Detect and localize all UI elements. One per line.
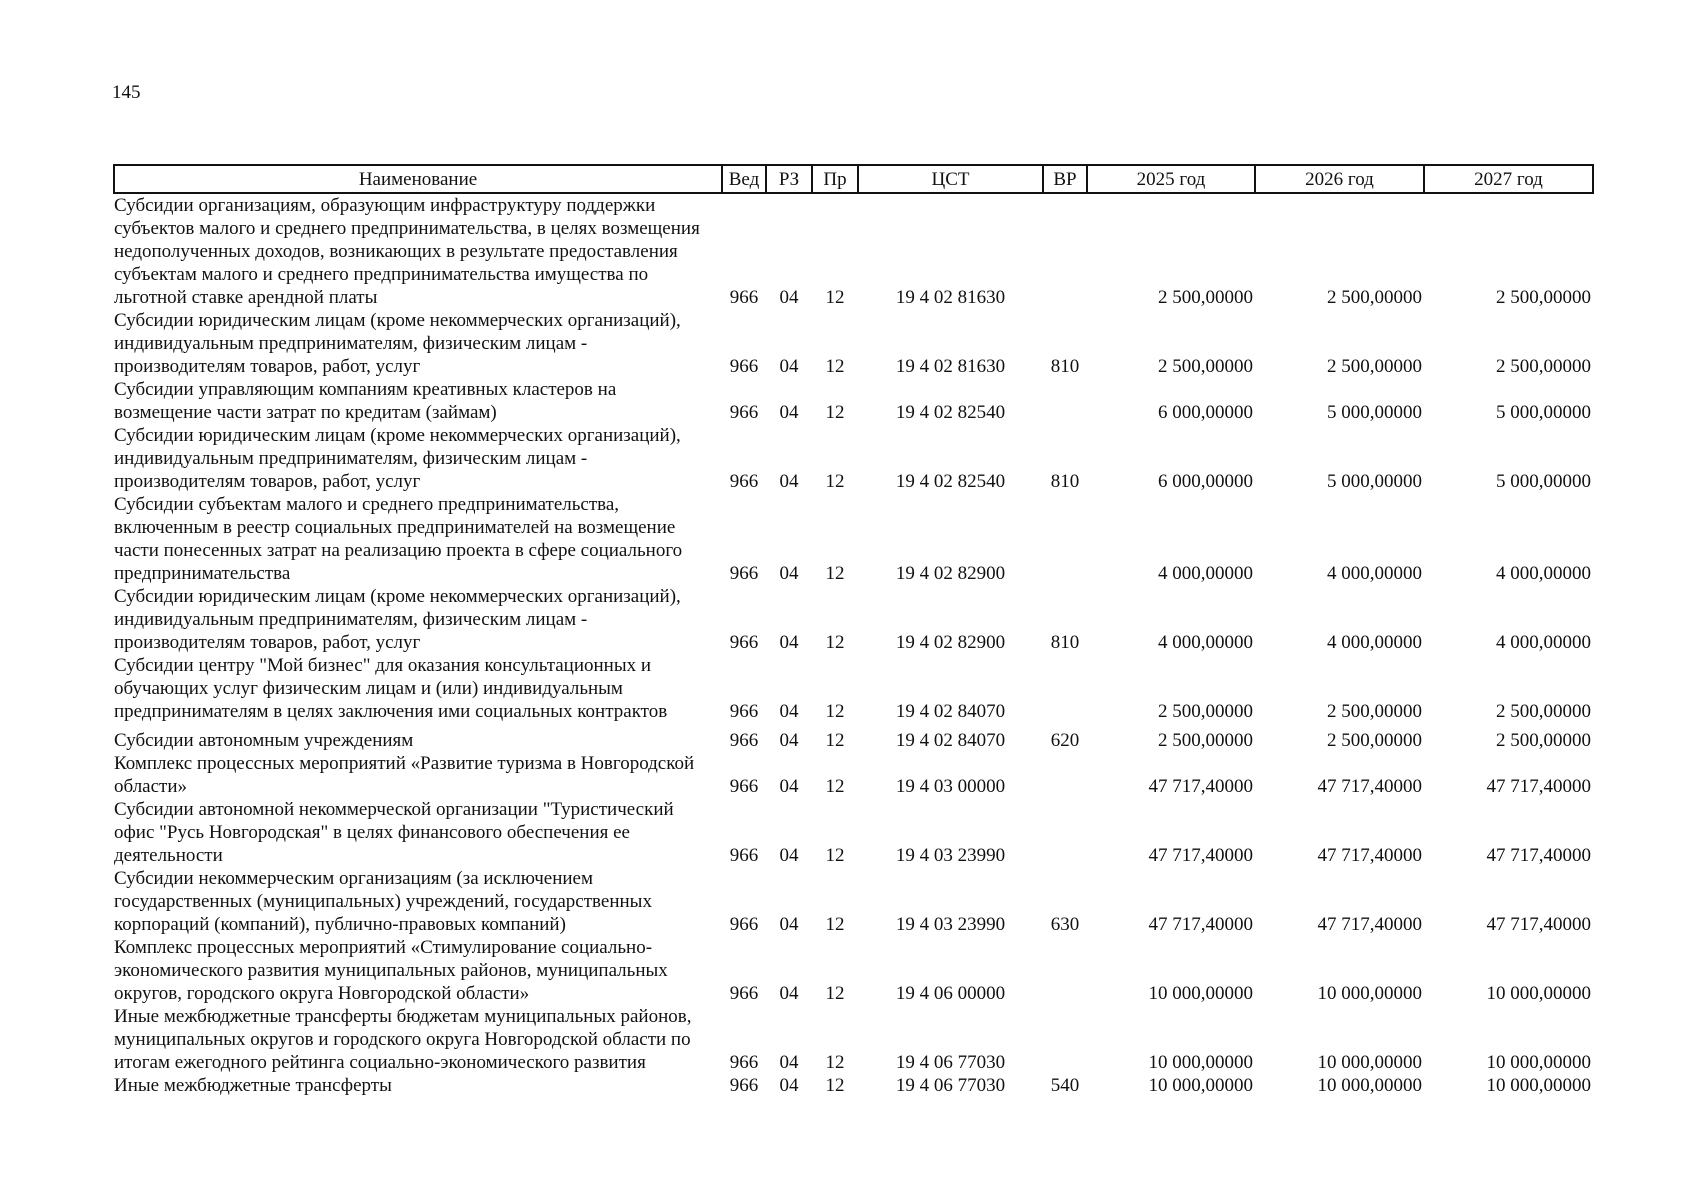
cell-ved: 966	[729, 1052, 759, 1073]
table-row	[114, 424, 1593, 493]
cell-pr: 12	[825, 402, 845, 423]
cell-name: Комплекс процессных мероприятий «Развитие туризма в Новгородской области»	[114, 753, 695, 797]
cell-vr	[1043, 193, 1087, 309]
cell-name: Субсидии автономным учреждениям	[114, 730, 414, 751]
cell-2027: 47 717,40000	[1486, 914, 1591, 935]
cell-2025: 6 000,00000	[1158, 471, 1253, 492]
cell-2027: 4 000,00000	[1496, 563, 1591, 584]
cell-2026: 47 717,40000	[1317, 776, 1422, 797]
cell-vr: 540	[1050, 1075, 1080, 1096]
cell-2026: 2 500,00000	[1327, 356, 1422, 377]
cell-2026: 10 000,00000	[1317, 1052, 1422, 1073]
header-cst: ЦСТ	[858, 165, 1043, 193]
cell-2025: 47 717,40000	[1148, 914, 1253, 935]
cell-2027: 2 500,00000	[1496, 701, 1591, 722]
cell-pr: 12	[825, 356, 845, 377]
table-row	[114, 936, 1593, 1005]
cell-2027: 5 000,00000	[1496, 471, 1591, 492]
cell-2026: 4 000,00000	[1327, 632, 1422, 653]
cell-2027: 47 717,40000	[1486, 776, 1591, 797]
header-vr: ВР	[1043, 165, 1087, 193]
cell-name: Субсидии центру "Мой бизнес" для оказания консультационных и обучающих услуг физическим лицам и (или) индивидуальным предпринимателям в целях заключения ими социальных контрактов	[114, 655, 668, 722]
cell-cst: 19 4 02 82900	[895, 563, 1006, 584]
cell-2025: 2 500,00000	[1158, 356, 1253, 377]
table-row	[114, 752, 1593, 798]
cell-ved: 966	[729, 356, 759, 377]
cell-rz: 04	[779, 563, 799, 584]
table-row	[114, 378, 1593, 424]
cell-ved: 966	[729, 402, 759, 423]
page-number: 145	[112, 82, 141, 103]
cell-vr: 630	[1050, 914, 1080, 935]
cell-pr: 12	[825, 983, 845, 1004]
cell-cst: 19 4 02 81630	[895, 356, 1006, 377]
cell-rz: 04	[779, 632, 799, 653]
cell-pr: 12	[825, 563, 845, 584]
cell-2026: 10 000,00000	[1317, 1075, 1422, 1096]
cell-2027: 4 000,00000	[1496, 632, 1591, 653]
cell-name: Субсидии некоммерческим организациям (за исключением государственных (муниципальных) учреждений, государственных корпораций (компаний), публично-правовых компаний)	[114, 868, 652, 935]
cell-vr	[1043, 654, 1087, 723]
cell-2025: 47 717,40000	[1148, 845, 1253, 866]
header-name: Наименование	[114, 165, 722, 193]
cell-name: Субсидии автономной некоммерческой организации "Туристический офис "Русь Новгородская" в целях финансового обеспечения ее деятельности	[114, 799, 674, 866]
cell-cst: 19 4 06 77030	[895, 1052, 1006, 1073]
table-row	[114, 867, 1593, 936]
cell-2026: 5 000,00000	[1327, 471, 1422, 492]
cell-2025: 10 000,00000	[1148, 983, 1253, 1004]
cell-ved: 966	[729, 914, 759, 935]
cell-cst: 19 4 02 82540	[895, 402, 1006, 423]
cell-rz: 04	[779, 776, 799, 797]
table-row	[114, 1005, 1593, 1074]
cell-ved: 966	[729, 287, 759, 308]
table-row	[114, 193, 1593, 309]
cell-pr: 12	[825, 845, 845, 866]
cell-rz: 04	[779, 356, 799, 377]
table-row	[114, 723, 1593, 752]
cell-2026: 47 717,40000	[1317, 845, 1422, 866]
cell-name: Иные межбюджетные трансферты	[114, 1075, 392, 1096]
cell-rz: 04	[779, 1052, 799, 1073]
cell-2026: 4 000,00000	[1327, 563, 1422, 584]
cell-cst: 19 4 03 00000	[895, 776, 1006, 797]
cell-cst: 19 4 03 23990	[895, 914, 1006, 935]
cell-2025: 6 000,00000	[1158, 402, 1253, 423]
cell-2027: 10 000,00000	[1486, 1052, 1591, 1073]
cell-pr: 12	[825, 287, 845, 308]
cell-vr: 810	[1050, 356, 1080, 377]
cell-pr: 12	[825, 632, 845, 653]
cell-name: Субсидии субъектам малого и среднего предпринимательства, включенным в реестр социальных предпринимателей на возмещение части понесенных затрат на реализацию проекта в сфере социального предпринимательства	[114, 494, 683, 584]
cell-vr	[1043, 493, 1087, 585]
cell-pr: 12	[825, 776, 845, 797]
cell-2027: 2 500,00000	[1496, 287, 1591, 308]
cell-ved: 966	[729, 776, 759, 797]
cell-cst: 19 4 02 82540	[895, 471, 1006, 492]
cell-rz: 04	[779, 1075, 799, 1096]
cell-rz: 04	[779, 983, 799, 1004]
cell-cst: 19 4 06 00000	[895, 983, 1006, 1004]
header-ved: Вед	[722, 165, 766, 193]
cell-ved: 966	[729, 471, 759, 492]
cell-ved: 966	[729, 701, 759, 722]
cell-pr: 12	[825, 730, 845, 751]
cell-rz: 04	[779, 845, 799, 866]
cell-2026: 2 500,00000	[1327, 287, 1422, 308]
cell-vr: 620	[1050, 730, 1080, 751]
cell-vr	[1043, 1005, 1087, 1074]
table-row	[114, 309, 1593, 378]
cell-pr: 12	[825, 471, 845, 492]
cell-rz: 04	[779, 914, 799, 935]
cell-name: Комплекс процессных мероприятий «Стимулирование социально-экономического развития муниципальных районов, муниципальных округов, городского округа Новгородской области»	[114, 937, 668, 1004]
table-row	[114, 654, 1593, 723]
cell-rz: 04	[779, 287, 799, 308]
cell-ved: 966	[729, 632, 759, 653]
cell-2025: 2 500,00000	[1158, 730, 1253, 751]
cell-2026: 10 000,00000	[1317, 983, 1422, 1004]
cell-2026: 5 000,00000	[1327, 402, 1422, 423]
cell-cst: 19 4 02 81630	[895, 287, 1006, 308]
cell-pr: 12	[825, 1075, 845, 1096]
cell-2027: 5 000,00000	[1496, 402, 1591, 423]
cell-vr: 810	[1050, 632, 1080, 653]
cell-vr	[1043, 936, 1087, 1005]
header-2025: 2025 год	[1087, 165, 1255, 193]
cell-2027: 10 000,00000	[1486, 983, 1591, 1004]
header-pr: Пр	[812, 165, 858, 193]
table-row	[114, 798, 1593, 867]
cell-cst: 19 4 02 84070	[895, 701, 1006, 722]
cell-name: Субсидии юридическим лицам (кроме некоммерческих организаций), индивидуальным предпринимателям, физическим лицам - производителям товаров, работ, услуг	[114, 425, 681, 492]
cell-2027: 2 500,00000	[1496, 730, 1591, 751]
cell-ved: 966	[729, 845, 759, 866]
cell-ved: 966	[729, 563, 759, 584]
cell-rz: 04	[779, 402, 799, 423]
cell-name: Субсидии юридическим лицам (кроме некоммерческих организаций), индивидуальным предпринимателям, физическим лицам - производителям товаров, работ, услуг	[114, 586, 681, 653]
cell-2025: 10 000,00000	[1148, 1075, 1253, 1096]
cell-pr: 12	[825, 1052, 845, 1073]
cell-name: Субсидии организациям, образующим инфраструктуру поддержки субъектов малого и среднего предпринимательства, в целях возмещения недополученных доходов, возникающих в результате предоставления субъектам малого и среднего предпринимательства имущества по льготной ставке арендной платы	[114, 195, 700, 308]
cell-2025: 2 500,00000	[1158, 701, 1253, 722]
header-2026: 2026 год	[1255, 165, 1424, 193]
table-row	[114, 493, 1593, 585]
cell-name: Субсидии юридическим лицам (кроме некоммерческих организаций), индивидуальным предпринимателям, физическим лицам - производителям товаров, работ, услуг	[114, 310, 681, 377]
cell-cst: 19 4 06 77030	[895, 1075, 1006, 1096]
cell-2025: 10 000,00000	[1148, 1052, 1253, 1073]
cell-name: Иные межбюджетные трансферты бюджетам муниципальных районов, муниципальных округов и городского округа Новгородской области по итогам ежегодного рейтинга социально-экономического развития	[114, 1006, 692, 1073]
cell-vr	[1043, 378, 1087, 424]
cell-name: Субсидии управляющим компаниям креативных кластеров на возмещение части затрат по кредитам (займам)	[114, 379, 617, 423]
table-body	[114, 193, 1593, 1097]
cell-vr	[1043, 752, 1087, 798]
cell-2025: 47 717,40000	[1148, 776, 1253, 797]
cell-cst: 19 4 02 84070	[895, 730, 1006, 751]
header-rz: РЗ	[766, 165, 812, 193]
cell-pr: 12	[825, 701, 845, 722]
header-2027: 2027 год	[1424, 165, 1593, 193]
budget-table	[113, 164, 1594, 1097]
cell-2025: 4 000,00000	[1158, 563, 1253, 584]
cell-rz: 04	[779, 730, 799, 751]
table-row	[114, 585, 1593, 654]
cell-rz: 04	[779, 471, 799, 492]
cell-2027: 47 717,40000	[1486, 845, 1591, 866]
cell-2027: 10 000,00000	[1486, 1075, 1591, 1096]
cell-ved: 966	[729, 1075, 759, 1096]
table-row	[114, 1074, 1593, 1097]
cell-vr: 810	[1050, 471, 1080, 492]
cell-2025: 2 500,00000	[1158, 287, 1253, 308]
cell-cst: 19 4 03 23990	[895, 845, 1006, 866]
cell-2026: 2 500,00000	[1327, 701, 1422, 722]
cell-ved: 966	[729, 730, 759, 751]
cell-cst: 19 4 02 82900	[895, 632, 1006, 653]
cell-2027: 2 500,00000	[1496, 356, 1591, 377]
cell-2026: 47 717,40000	[1317, 914, 1422, 935]
cell-rz: 04	[779, 701, 799, 722]
cell-2026: 2 500,00000	[1327, 730, 1422, 751]
cell-vr	[1043, 798, 1087, 867]
cell-ved: 966	[729, 983, 759, 1004]
cell-pr: 12	[825, 914, 845, 935]
table-header-row	[114, 165, 1593, 193]
cell-2025: 4 000,00000	[1158, 632, 1253, 653]
